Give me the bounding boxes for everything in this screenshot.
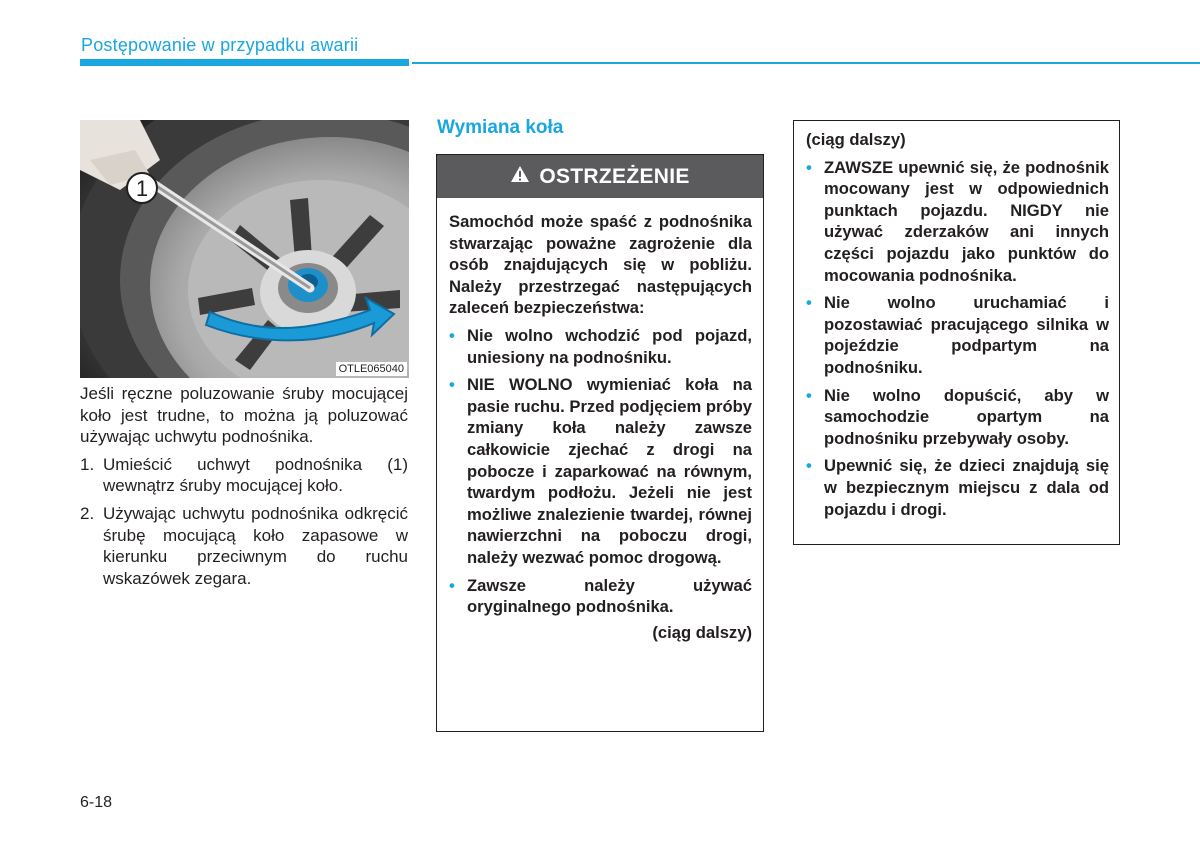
running-header: Postępowanie w przypadku awarii [81, 35, 359, 55]
intro-paragraph: Jeśli ręczne poluzowanie śruby mocującej koło jest trudne, to można ją poluzować używając uchwytu podnośnika. [80, 384, 408, 447]
warning-triangle-icon [510, 165, 530, 189]
bullet-text: Upewnić się, że dzieci znajdują się w bezpiecznym miejscu z dala od pojazdu i drogi. [824, 456, 1109, 519]
left-column [80, 383, 408, 595]
bullet-text: Nie wolno dopuścić, aby w samochodzie opartym na podnośniku przebywały osoby. [824, 385, 1109, 448]
step-text: Używając uchwytu podnośnika odkręcić śrubę mocującą koło zapasowe w kierunku przeciwnym do ruchu wskazówek zegara. [103, 503, 408, 588]
header-rule-thin [412, 62, 1200, 64]
continuation-bullet [806, 455, 1109, 520]
bullet-text: NIE WOLNO wymieniać koła na pasie ruchu. Przed podjęciem próby zmiany koła należy zawsze całkowicie zjechać z drogi na pobocze i zaparkować na równym, twardym podłożu. Jeżeli nie jest możliwe znalezienie twardej, równej nawierzchni na poboczu drogi, należy wezwać pomoc drogową. [467, 375, 752, 567]
warning-box [436, 154, 764, 732]
warning-header [437, 155, 763, 198]
callout-number: 1 [135, 176, 149, 201]
continuation-bullet [806, 292, 1109, 378]
step-item [80, 454, 408, 497]
warning-intro: Samochód może spaść z podnośnika stwarzając poważne zagrożenie dla osób znajdujących się w pobliżu. Należy przestrzegać następujących zaleceń bezpieczeństwa: [449, 212, 752, 318]
bullet-dot: • [449, 575, 455, 595]
header-rule-thick [80, 59, 409, 66]
continuation-bullet [806, 157, 1109, 287]
continuation-label: (ciąg dalszy) [806, 130, 906, 149]
bullet-text: Nie wolno wchodzić pod pojazd, uniesiony na podnośniku. [467, 325, 752, 367]
wheel-photo [80, 120, 409, 378]
bullet-text: Zawsze należy używać oryginalnego podnośnika. [467, 575, 752, 617]
bullet-dot: • [806, 293, 812, 313]
continuation-bullet [806, 385, 1109, 450]
bullet-dot: • [806, 157, 812, 177]
warning-bullet [449, 325, 752, 368]
step-number: 2. [80, 503, 95, 523]
bullet-text: Nie wolno uruchamiać i pozostawiać pracującego silnika w pojeździe podpartym na podnośniku. [824, 293, 1109, 377]
warning-heading: OSTRZEŻENIE [539, 164, 690, 188]
step-item [80, 503, 408, 589]
bullet-dot: • [806, 456, 812, 476]
continuation-box [793, 120, 1120, 545]
section-title: Wymiana koła [437, 117, 564, 138]
bullet-text: ZAWSZE upewnić się, że podnośnik mocowany jest w odpowiednich punktach pojazdu. NIGDY nie używać zderzaków ani innych części pojazdu jako punktów do mocowania podnośnika. [824, 157, 1109, 285]
warning-bullet [449, 575, 752, 618]
bullet-dot: • [449, 325, 455, 345]
steps-list [80, 454, 408, 590]
bullet-dot: • [806, 385, 812, 405]
warning-body [437, 198, 763, 643]
figure-code: OTLE065040 [336, 362, 407, 376]
warning-bullet [449, 374, 752, 568]
step-text: Umieścić uchwyt podnośnika (1) wewnątrz śruby mocującej koło. [103, 454, 408, 496]
continued-label: (ciąg dalszy) [652, 622, 752, 642]
step-number: 1. [80, 454, 95, 474]
page-number: 6-18 [80, 794, 113, 811]
bullet-dot: • [449, 375, 455, 395]
wheel-illustration [80, 120, 409, 378]
